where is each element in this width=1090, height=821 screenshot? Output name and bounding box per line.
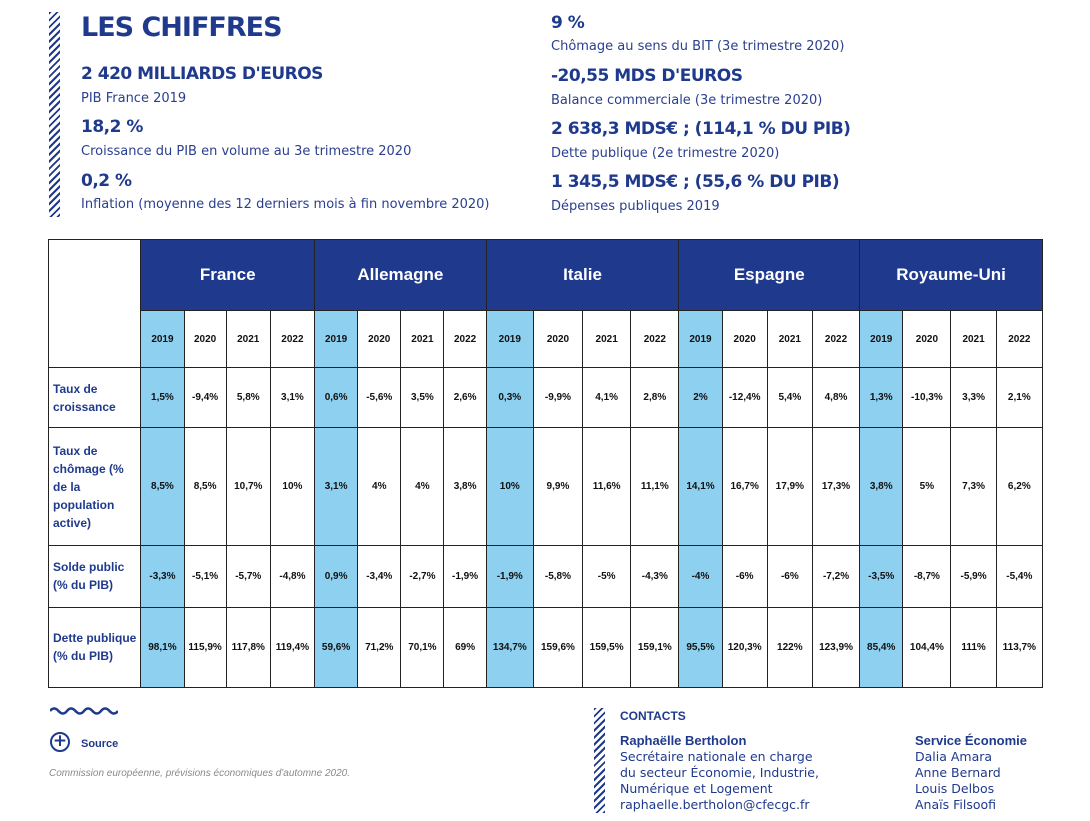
country-header: Italie <box>486 240 679 311</box>
table-cell: -5% <box>583 545 631 607</box>
table-cell: 159,6% <box>533 607 582 687</box>
country-header: Royaume-Uni <box>860 240 1043 311</box>
year-header: 2019 <box>141 311 184 368</box>
stat-value: 2 638,3 MDS€ ; (114,1 % DU PIB) <box>551 119 851 139</box>
table-cell: 3,1% <box>270 368 314 428</box>
table-cell: 119,4% <box>270 607 314 687</box>
page-title: LES CHIFFRES <box>81 12 282 43</box>
table-row <box>49 545 1043 607</box>
table-cell: 0,6% <box>315 368 358 428</box>
table-cell: 111% <box>951 607 996 687</box>
economic-indicators-table <box>48 239 1043 688</box>
year-header: 2022 <box>631 311 679 368</box>
table-cell: 3,5% <box>401 368 444 428</box>
table-cell: 10,7% <box>226 428 270 545</box>
table-cell: -3,5% <box>860 545 903 607</box>
contact-right <box>915 733 1027 813</box>
table-cell: -9,9% <box>533 368 582 428</box>
table-cell: 159,5% <box>583 607 631 687</box>
table-cell: 14,1% <box>679 428 722 545</box>
decorative-wave <box>50 705 118 715</box>
stat-label: Dépenses publiques 2019 <box>551 199 720 214</box>
table-cell: 98,1% <box>141 607 184 687</box>
table-cell: -2,7% <box>401 545 444 607</box>
table-cell: 159,1% <box>631 607 679 687</box>
table-cell: -10,3% <box>903 368 951 428</box>
year-header: 2020 <box>184 311 226 368</box>
table-cell: -6% <box>722 545 767 607</box>
table-cell: 3,3% <box>951 368 996 428</box>
row-label: Dette publique (% du PIB) <box>49 607 141 687</box>
table-cell: -7,2% <box>812 545 859 607</box>
table-cell: 2,1% <box>996 368 1042 428</box>
table-cell: 1,3% <box>860 368 903 428</box>
table-cell: 3,8% <box>444 428 486 545</box>
table-cell: 8,5% <box>141 428 184 545</box>
table-cell: 4% <box>358 428 401 545</box>
contact-line: du secteur Économie, Industrie, <box>620 765 819 780</box>
table-cell: -6% <box>767 545 812 607</box>
stat-value: 1 345,5 MDS€ ; (55,6 % DU PIB) <box>551 172 840 192</box>
year-header: 2022 <box>812 311 859 368</box>
stat-label: PIB France 2019 <box>81 91 187 106</box>
table-cell: 5,8% <box>226 368 270 428</box>
table-cell: -5,9% <box>951 545 996 607</box>
table-cell: 2% <box>679 368 722 428</box>
table-cell: 71,2% <box>358 607 401 687</box>
stat-label: Chômage au sens du BIT (3e trimestre 2020) <box>551 39 845 54</box>
table-cell: 113,7% <box>996 607 1042 687</box>
table-cell: -3,3% <box>141 545 184 607</box>
table-cell: 0,9% <box>315 545 358 607</box>
table-cell: 59,6% <box>315 607 358 687</box>
year-header: 2019 <box>860 311 903 368</box>
table-cell: 7,3% <box>951 428 996 545</box>
row-label: Taux de chômage (% de la population active) <box>49 428 141 545</box>
contact-line: Dalia Amara <box>915 749 993 764</box>
year-header: 2021 <box>401 311 444 368</box>
contact-email[interactable]: raphaelle.bertholon@cfecgc.fr <box>620 797 810 812</box>
year-header: 2019 <box>486 311 533 368</box>
table-cell: 17,9% <box>767 428 812 545</box>
table-cell: 123,9% <box>812 607 859 687</box>
stat-value: 0,2 % <box>81 171 132 191</box>
year-header: 2019 <box>315 311 358 368</box>
table-cell: 5,4% <box>767 368 812 428</box>
row-label: Taux de croissance <box>49 368 141 428</box>
table-cell: 4% <box>401 428 444 545</box>
year-header: 2020 <box>903 311 951 368</box>
table-cell: -3,4% <box>358 545 401 607</box>
table-cell: -4,8% <box>270 545 314 607</box>
year-header: 2019 <box>679 311 722 368</box>
contact-line: Numérique et Logement <box>620 781 773 796</box>
table-cell: 69% <box>444 607 486 687</box>
table-cell: 85,4% <box>860 607 903 687</box>
stat-value: 9 % <box>551 13 585 33</box>
table-cell: 5% <box>903 428 951 545</box>
year-header: 2020 <box>722 311 767 368</box>
country-header: Espagne <box>679 240 860 311</box>
table-row <box>49 607 1043 687</box>
stat-label: Balance commerciale (3e trimestre 2020) <box>551 93 823 108</box>
stat-label: Dette publique (2e trimestre 2020) <box>551 146 780 161</box>
table-cell: 134,7% <box>486 607 533 687</box>
table-cell: -1,9% <box>444 545 486 607</box>
table-cell: -4% <box>679 545 722 607</box>
year-header: 2020 <box>358 311 401 368</box>
table-cell: 2,8% <box>631 368 679 428</box>
source-note: Commission européenne, prévisions économiques d'automne 2020. <box>49 768 350 779</box>
contact-line: Secrétaire nationale en charge <box>620 749 813 764</box>
table-cell: 9,9% <box>533 428 582 545</box>
source-label[interactable]: Source <box>81 738 119 750</box>
table-cell: 11,6% <box>583 428 631 545</box>
table-cell: -5,4% <box>996 545 1042 607</box>
table-cell: 6,2% <box>996 428 1042 545</box>
table-cell: 8,5% <box>184 428 226 545</box>
row-label: Solde public (% du PIB) <box>49 545 141 607</box>
year-header: 2022 <box>444 311 486 368</box>
table-cell: 2,6% <box>444 368 486 428</box>
table-cell: -9,4% <box>184 368 226 428</box>
contact-left <box>620 733 819 813</box>
stat-value: 18,2 % <box>81 117 143 137</box>
year-header: 2021 <box>226 311 270 368</box>
table-cell: 4,8% <box>812 368 859 428</box>
stat-value: 2 420 MILLIARDS D'EUROS <box>81 64 323 84</box>
table-cell: 4,1% <box>583 368 631 428</box>
year-header: 2021 <box>583 311 631 368</box>
year-header: 2021 <box>951 311 996 368</box>
contact-line: Louis Delbos <box>915 781 995 796</box>
table-cell: -12,4% <box>722 368 767 428</box>
table-cell: -8,7% <box>903 545 951 607</box>
table-cell: 104,4% <box>903 607 951 687</box>
plus-circle-icon[interactable]: + <box>50 732 70 752</box>
table-cell: 122% <box>767 607 812 687</box>
table-cell: -1,9% <box>486 545 533 607</box>
table-cell: 95,5% <box>679 607 722 687</box>
decorative-hatch <box>594 708 605 813</box>
table-cell: 16,7% <box>722 428 767 545</box>
decorative-hatch <box>49 12 60 217</box>
table-cell: 17,3% <box>812 428 859 545</box>
table-cell: 3,1% <box>315 428 358 545</box>
table-cell: 1,5% <box>141 368 184 428</box>
table-cell: 11,1% <box>631 428 679 545</box>
country-header: Allemagne <box>315 240 487 311</box>
contacts-heading: CONTACTS <box>620 709 686 723</box>
table-cell: 3,8% <box>860 428 903 545</box>
contact-line: Anaïs Filsoofi <box>915 797 996 812</box>
year-header: 2020 <box>533 311 582 368</box>
stat-label: Croissance du PIB en volume au 3e trimestre 2020 <box>81 144 412 159</box>
country-header: France <box>141 240 315 311</box>
stat-value: -20,55 MDS D'EUROS <box>551 66 743 86</box>
table-cell: -4,3% <box>631 545 679 607</box>
table-row <box>49 368 1043 428</box>
contact-name: Service Économie <box>915 733 1027 748</box>
table-cell: 10% <box>486 428 533 545</box>
table-cell: -5,6% <box>358 368 401 428</box>
table-cell: 117,8% <box>226 607 270 687</box>
table-cell: -5,8% <box>533 545 582 607</box>
stat-label: Inflation (moyenne des 12 derniers mois à fin novembre 2020) <box>81 197 490 212</box>
year-header: 2021 <box>767 311 812 368</box>
year-header: 2022 <box>996 311 1042 368</box>
table-cell: -5,1% <box>184 545 226 607</box>
contact-line: Anne Bernard <box>915 765 1001 780</box>
table-corner <box>49 240 141 368</box>
table-row <box>49 428 1043 545</box>
table-cell: 0,3% <box>486 368 533 428</box>
table-cell: 120,3% <box>722 607 767 687</box>
table-cell: 115,9% <box>184 607 226 687</box>
table-cell: 70,1% <box>401 607 444 687</box>
table-cell: 10% <box>270 428 314 545</box>
table-cell: -5,7% <box>226 545 270 607</box>
contact-name: Raphaëlle Bertholon <box>620 733 747 748</box>
year-header: 2022 <box>270 311 314 368</box>
